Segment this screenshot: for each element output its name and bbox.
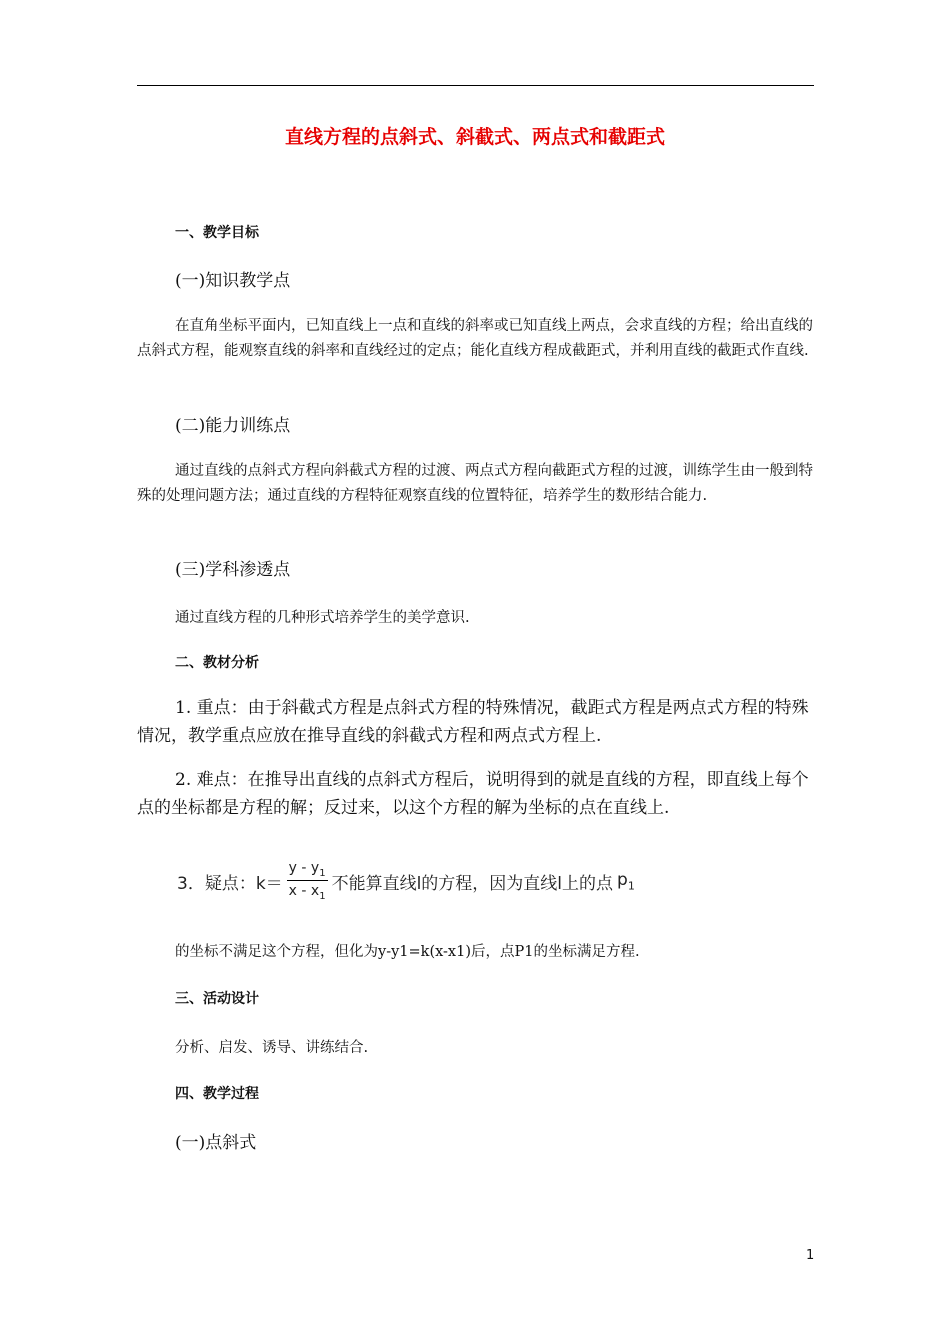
header-rule	[137, 85, 814, 86]
paragraph-key-point: 1. 重点：由于斜截式方程是点斜式方程的特殊情况，截距式方程是两点式方程的特殊情况，教学重点应放在推导直线的斜截式方程和两点式方程上.	[137, 698, 809, 746]
section-heading-analysis: 二、教材分析	[175, 655, 259, 671]
paragraph-difficulty: 2. 难点：在推导出直线的点斜式方程后，说明得到的就是直线的方程，即直线上每个点的坐标都是方程的解；反过来，以这个方程的解为坐标的点在直线上.	[137, 770, 809, 818]
section-heading-objectives: 一、教学目标	[175, 225, 259, 241]
fraction-numerator: y - $y_1$	[288, 860, 326, 879]
formula-suffix: 不能算直线l的方程，因为直线l上的点	[331, 873, 614, 894]
formula-doubt-point	[177, 856, 635, 906]
subheading-point-slope: (一)点斜式	[175, 1133, 257, 1153]
paragraph-doubt-continued: 的坐标不满足这个方程，但化为y-y1=k(x-x1)后，点P1的坐标满足方程.	[175, 944, 640, 960]
point-p1: $p_1$	[617, 869, 635, 893]
section-heading-process: 四、教学过程	[175, 1086, 259, 1102]
slope-fraction	[287, 860, 328, 902]
subheading-ability: (二)能力训练点	[175, 416, 291, 436]
paragraph-penetration: 通过直线方程的几种形式培养学生的美学意识.	[175, 610, 470, 626]
document-title: 直线方程的点斜式、斜截式、两点式和截距式	[284, 126, 665, 148]
paragraph-activity: 分析、启发、诱导、讲练结合.	[175, 1040, 369, 1056]
section-heading-activity: 三、活动设计	[175, 991, 259, 1007]
paragraph-ability: 通过直线的点斜式方程向斜截式方程的过渡、两点式方程向截距式方程的过渡，训练学生由一般到特殊的处理问题方法；通过直线的方程特征观察直线的位置特征，培养学生的数形结合能力.	[137, 463, 813, 504]
paragraph-knowledge: 在直角坐标平面内，已知直线上一点和直线的斜率或已知直线上两点，会求直线的方程；给出直线的点斜式方程，能观察直线的斜率和直线经过的定点；能化直线方程成截距式，并利用直线的截距式作直线.	[137, 318, 813, 359]
subheading-penetration: (三)学科渗透点	[175, 560, 291, 580]
page-number: 1	[806, 1248, 815, 1263]
subheading-knowledge: (一)知识教学点	[175, 271, 291, 291]
fraction-denominator: x - $x_1$	[288, 883, 326, 902]
formula-prefix: 3．疑点：k＝	[177, 873, 283, 894]
